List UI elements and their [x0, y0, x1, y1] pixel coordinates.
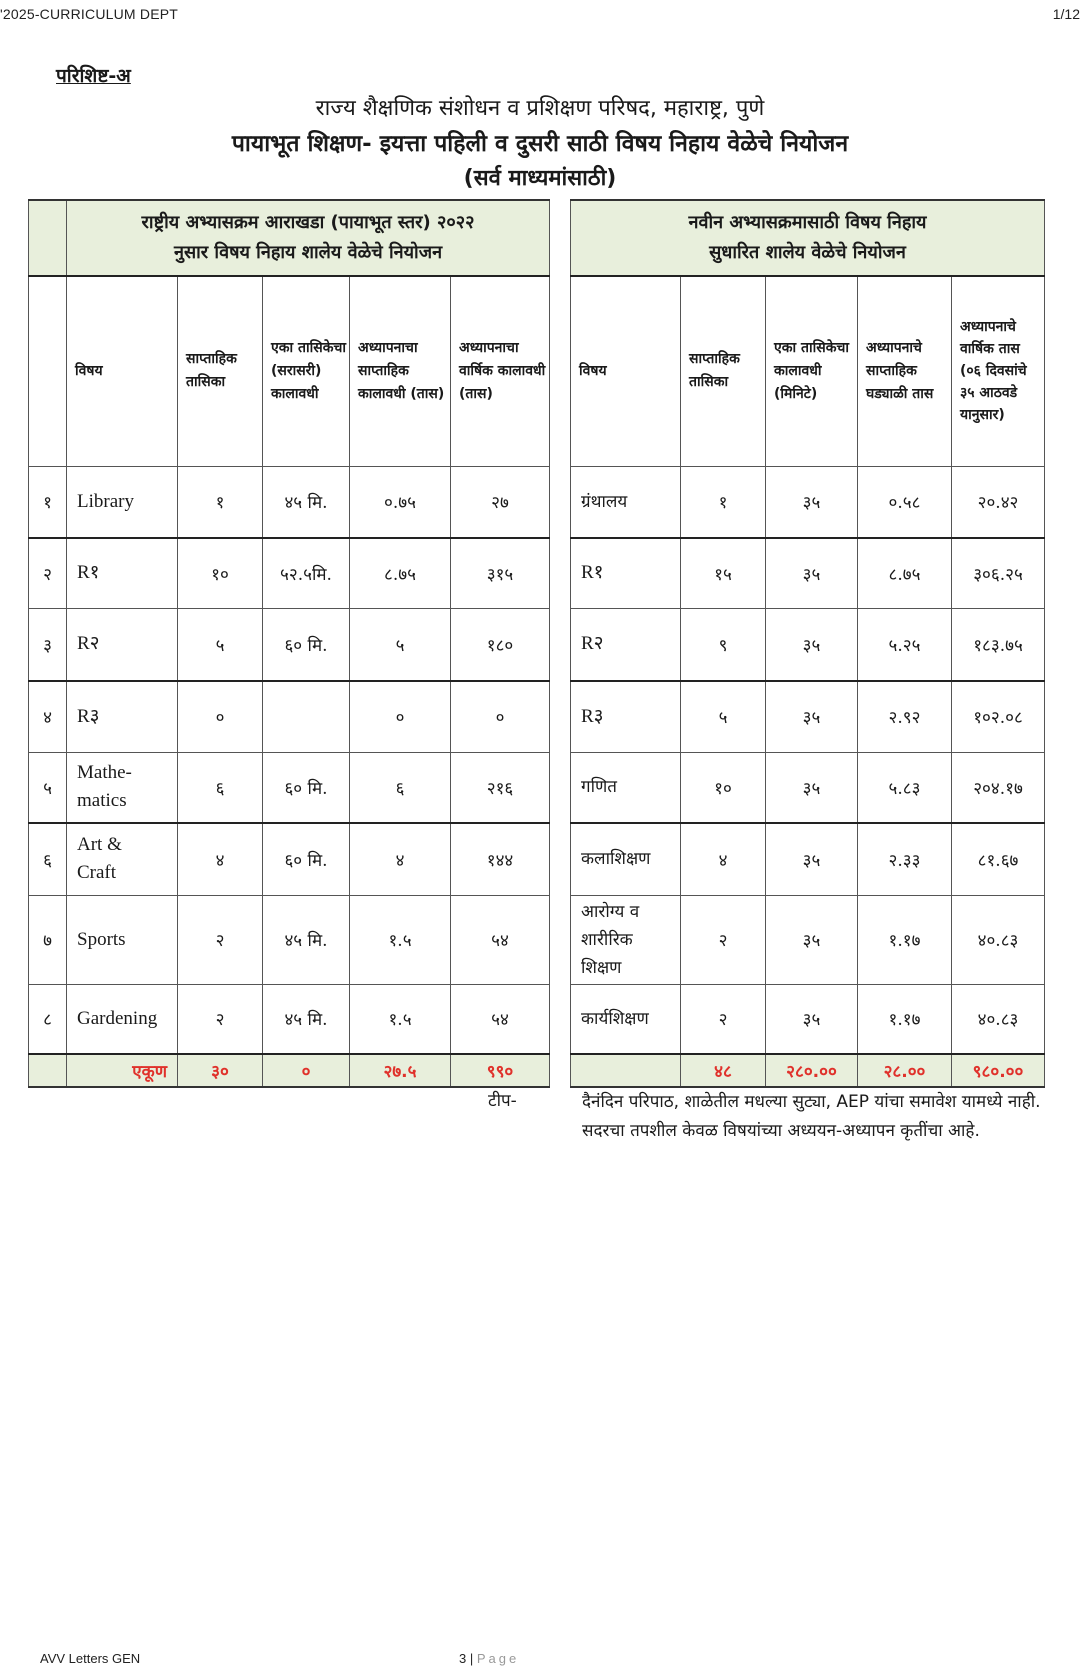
annual-hours-cell: १०२.०८ — [952, 681, 1045, 752]
period-duration-cell: ४५ मि. — [263, 466, 350, 538]
weekly-periods-cell: १५ — [681, 538, 766, 608]
weekly-hours-cell: ५.२५ — [858, 608, 952, 681]
right-band-line1: नवीन अभ्यासक्रमासाठी विषय निहाय — [688, 212, 927, 233]
weekly-periods-cell: २ — [681, 895, 766, 984]
dept-header: '2025-CURRICULUM DEPT — [0, 6, 179, 22]
annual-hours-cell: ४०.८३ — [952, 895, 1045, 984]
subject-line: शारीरिक — [581, 929, 633, 950]
weekly-hours-cell: २.९२ — [858, 681, 952, 752]
weekly-hours-cell: ८.७५ — [350, 538, 451, 608]
left-column-headers — [29, 276, 550, 466]
right-band-heading — [571, 200, 1045, 276]
period-minutes-cell: ३५ — [766, 752, 858, 823]
weekly-hours-cell: १.५ — [350, 895, 451, 984]
left-table — [28, 199, 550, 1088]
column-header: अध्यापनाचा साप्ताहिक कालावधी (तास) — [350, 276, 451, 466]
subject-cell: R३ — [571, 681, 681, 752]
table-row — [29, 681, 550, 752]
weekly-hours-cell: ८.७५ — [858, 538, 952, 608]
document-title: पायाभूत शिक्षण- इयत्ता पहिली व दुसरी साठी विषय निहाय वेळेचे नियोजन — [231, 131, 849, 157]
weekly-periods-cell: १ — [681, 466, 766, 538]
subject-cell: R२ — [571, 608, 681, 681]
total-blank-cell — [29, 1054, 67, 1087]
table-row — [571, 823, 1045, 895]
total-annual-hours: ९९० — [451, 1054, 550, 1087]
table-row — [29, 752, 550, 823]
note-label: टीप- — [488, 1091, 517, 1111]
total-row — [571, 1054, 1045, 1087]
weekly-hours-cell: ० — [350, 681, 451, 752]
column-header: विषय — [67, 276, 178, 466]
footer-page — [459, 1651, 519, 1666]
row-number: २ — [29, 538, 67, 608]
table-row — [571, 984, 1045, 1054]
period-minutes-cell: ३५ — [766, 984, 858, 1054]
period-duration-cell: ५२.५मि. — [263, 538, 350, 608]
column-header: एका तासिकेचा (सरासरी) कालावधी — [263, 276, 350, 466]
left-band-line1: राष्ट्रीय अभ्यासक्रम आराखडा (पायाभूत स्तर) २०२२ — [141, 212, 475, 233]
period-minutes-cell: ३५ — [766, 823, 858, 895]
annual-hours-cell: २०.४२ — [952, 466, 1045, 538]
annual-hours-cell: २१६ — [451, 752, 550, 823]
period-duration-cell: ४५ मि. — [263, 895, 350, 984]
annual-hours-cell: २७ — [451, 466, 550, 538]
annual-hours-cell: १८० — [451, 608, 550, 681]
page-indicator: 1/12 — [1052, 6, 1080, 22]
table-row — [571, 752, 1045, 823]
appendix-label: परिशिष्ट-अ — [56, 65, 131, 87]
weekly-hours-cell: १.१७ — [858, 984, 952, 1054]
table-row — [29, 823, 550, 895]
period-minutes-cell: ३५ — [766, 538, 858, 608]
weekly-hours-cell: ५.८३ — [858, 752, 952, 823]
weekly-periods-cell: ० — [178, 681, 263, 752]
column-header: विषय — [571, 276, 681, 466]
table-row — [29, 895, 550, 984]
total-row — [29, 1054, 550, 1087]
weekly-hours-cell: ०.५८ — [858, 466, 952, 538]
weekly-hours-cell: ६ — [350, 752, 451, 823]
subject-cell: कार्यशिक्षण — [571, 984, 681, 1054]
row-number: १ — [29, 466, 67, 538]
period-duration-cell: ६० मि. — [263, 608, 350, 681]
subject-cell: R१ — [67, 538, 178, 608]
total-duration: ० — [263, 1054, 350, 1087]
weekly-hours-cell: १.५ — [350, 984, 451, 1054]
subject-cell: R२ — [67, 608, 178, 681]
left-band-heading — [67, 200, 550, 276]
table-row — [571, 538, 1045, 608]
row-number: ६ — [29, 823, 67, 895]
period-minutes-cell: ३५ — [766, 681, 858, 752]
subject-cell: Gardening — [67, 984, 178, 1054]
weekly-hours-cell: २.३३ — [858, 823, 952, 895]
page-word: Page — [476, 1651, 520, 1666]
annual-hours-cell: ४०.८३ — [952, 984, 1045, 1054]
footer-left: AVV Letters GEN — [40, 1651, 141, 1666]
table-row — [29, 608, 550, 681]
weekly-periods-cell: २ — [178, 984, 263, 1054]
table-row — [571, 608, 1045, 681]
subject-cell: R१ — [571, 538, 681, 608]
weekly-hours-cell: ०.७५ — [350, 466, 451, 538]
annual-hours-cell: १४४ — [451, 823, 550, 895]
subject-cell: गणित — [571, 752, 681, 823]
total-annual-hours: ९८०.०० — [952, 1054, 1045, 1087]
subject-line: शिक्षण — [581, 957, 622, 978]
left-table-band — [29, 200, 550, 276]
weekly-periods-cell: १ — [178, 466, 263, 538]
band-blank-cell — [29, 200, 67, 276]
document-subtitle: (सर्व माध्यमांसाठी) — [463, 166, 617, 191]
annual-hours-cell: ५४ — [451, 895, 550, 984]
column-header: अध्यापनाचे वार्षिक तास (०६ दिवसांचे ३५ आठवडे यानुसार) — [952, 276, 1045, 466]
weekly-hours-cell: १.१७ — [858, 895, 952, 984]
subject-line: आरोग्य व — [581, 901, 640, 922]
annual-hours-cell: १८३.७५ — [952, 608, 1045, 681]
table-row — [571, 466, 1045, 538]
weekly-periods-cell: ४ — [178, 823, 263, 895]
weekly-periods-cell: ५ — [178, 608, 263, 681]
right-table-band — [571, 200, 1045, 276]
organization-name: राज्य शैक्षणिक संशोधन व प्रशिक्षण परिषद, महाराष्ट्र, पुणे — [315, 96, 765, 121]
right-column-headers — [571, 276, 1045, 466]
weekly-periods-cell: १० — [178, 538, 263, 608]
total-label — [571, 1054, 681, 1087]
subject-cell: ग्रंथालय — [571, 466, 681, 538]
row-number: ७ — [29, 895, 67, 984]
row-number: ५ — [29, 752, 67, 823]
subject-line: Craft — [77, 862, 117, 884]
weekly-periods-cell: ४ — [681, 823, 766, 895]
annual-hours-cell: ३१५ — [451, 538, 550, 608]
subject-line: Art & — [77, 834, 122, 856]
total-weekly-hours: २७.५ — [350, 1054, 451, 1087]
weekly-hours-cell: ४ — [350, 823, 451, 895]
table-row — [29, 466, 550, 538]
column-header: अध्यापनाचे साप्ताहिक घड्याळी तास — [858, 276, 952, 466]
right-band-line2: सुधारित शालेय वेळेचे नियोजन — [709, 242, 906, 263]
weekly-periods-cell: ५ — [681, 681, 766, 752]
subject-cell: कलाशिक्षण — [571, 823, 681, 895]
right-table — [570, 199, 1045, 1088]
weekly-periods-cell: ९ — [681, 608, 766, 681]
annual-hours-cell: २०४.१७ — [952, 752, 1045, 823]
period-minutes-cell: ३५ — [766, 895, 858, 984]
subject-cell — [67, 752, 178, 823]
row-number: ८ — [29, 984, 67, 1054]
column-header: एका तासिकेचा कालावधी (मिनिटे) — [766, 276, 858, 466]
subject-cell: Sports — [67, 895, 178, 984]
period-minutes-cell: ३५ — [766, 466, 858, 538]
period-duration-cell: ४५ मि. — [263, 984, 350, 1054]
annual-hours-cell: ३०६.२५ — [952, 538, 1045, 608]
total-weekly-periods: ४८ — [681, 1054, 766, 1087]
table-row — [571, 895, 1045, 984]
note-text: दैनंदिन परिपाठ, शाळेतील मधल्या सुट्या, AEP यांचा समावेश यामध्ये नाही. सदरचा तपशील केवळ विषयांच्या अध्ययन-अध्यापन कृतींचा आहे. — [582, 1092, 1041, 1141]
total-weekly-hours: २८.०० — [858, 1054, 952, 1087]
total-label: एकूण — [67, 1054, 178, 1087]
period-duration-cell: ६० मि. — [263, 823, 350, 895]
weekly-hours-cell: ५ — [350, 608, 451, 681]
weekly-periods-cell: ६ — [178, 752, 263, 823]
weekly-periods-cell: १० — [681, 752, 766, 823]
period-duration-cell — [263, 681, 350, 752]
table-row — [29, 538, 550, 608]
period-minutes-cell: ३५ — [766, 608, 858, 681]
subject-cell: R३ — [67, 681, 178, 752]
column-header: अध्यापनाचा वार्षिक कालावधी (तास) — [451, 276, 550, 466]
total-weekly-periods: ३० — [178, 1054, 263, 1087]
annual-hours-cell: ८१.६७ — [952, 823, 1045, 895]
weekly-periods-cell: २ — [681, 984, 766, 1054]
annual-hours-cell: ५४ — [451, 984, 550, 1054]
subject-cell — [67, 823, 178, 895]
weekly-periods-cell: २ — [178, 895, 263, 984]
subject-line: matics — [77, 790, 127, 812]
page-separator: | — [466, 1651, 477, 1666]
left-band-line2: नुसार विषय निहाय शालेय वेळेचे नियोजन — [173, 242, 443, 263]
period-duration-cell: ६० मि. — [263, 752, 350, 823]
row-number: ४ — [29, 681, 67, 752]
column-header: साप्ताहिक तासिका — [681, 276, 766, 466]
table-row — [29, 984, 550, 1054]
header-index-cell — [29, 276, 67, 466]
subject-cell: Library — [67, 466, 178, 538]
table-row — [571, 681, 1045, 752]
row-number: ३ — [29, 608, 67, 681]
total-minutes: २८०.०० — [766, 1054, 858, 1087]
column-header: साप्ताहिक तासिका — [178, 276, 263, 466]
subject-line: Mathe- — [77, 762, 132, 784]
subject-cell — [571, 895, 681, 984]
annual-hours-cell: ० — [451, 681, 550, 752]
page-number: 3 — [459, 1651, 467, 1666]
